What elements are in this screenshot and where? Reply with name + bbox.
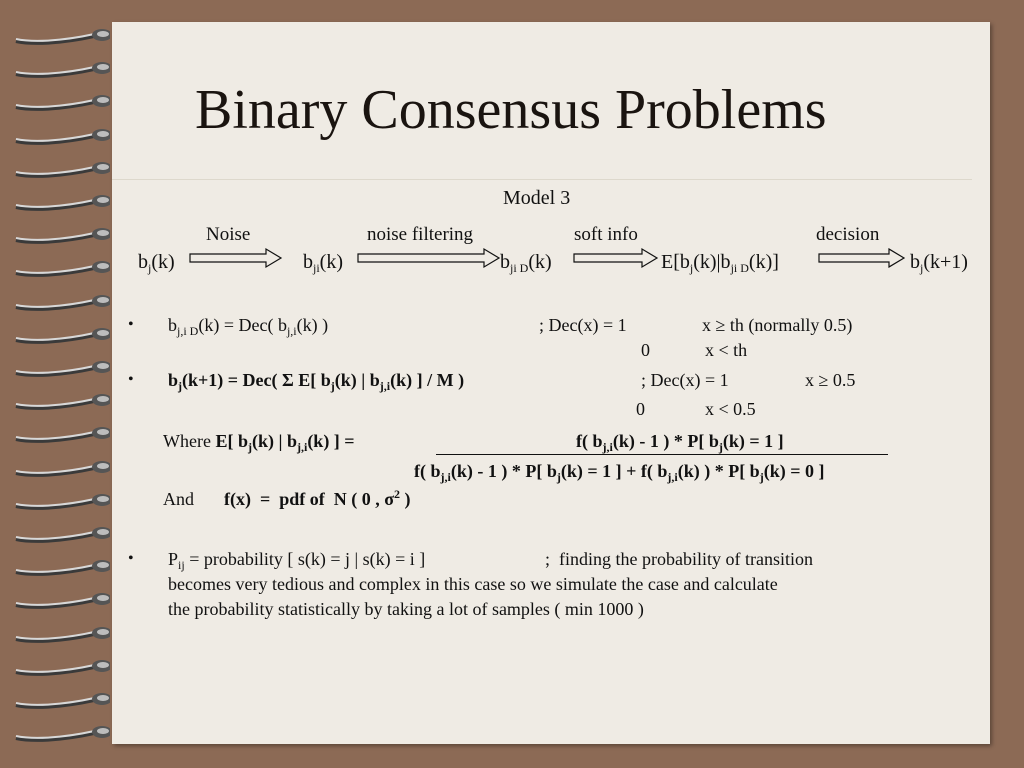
label-decision: decision <box>816 224 880 245</box>
and-label: And <box>163 489 194 509</box>
arrow-icon <box>356 246 502 270</box>
spiral-coil-icon <box>10 325 110 347</box>
spiral-coil-icon <box>10 458 110 480</box>
node-bj-k1: $b_j(k+1)$ <box>910 251 968 275</box>
node-expectation: $E[b_j(k)|b_{ji D}(k)]$ <box>661 251 779 275</box>
bullet3-line3: the probability statistically by taking a lot of samples ( min 1000 ) <box>168 599 644 619</box>
node-bjiD-k: $b_{ji D}(k)$ <box>500 251 552 275</box>
node-bji-k: $b_{ji}(k)$ <box>303 251 343 275</box>
bullet1-formula: $b_{j,i D}(k) = Dec$( $b_{j,i}(k)$ ) <box>168 315 329 338</box>
bullet2-formula: $b_j(k+1) = Dec$( Σ E[ $b_j(k)$ | $b_{j,i}(k)$ ] / M ) <box>168 370 465 393</box>
bullet3-line2: becomes very tedious and complex in this case so we simulate the case and calculate <box>168 574 778 594</box>
bullet2-zero: 0 <box>636 399 645 419</box>
spiral-coil-icon <box>10 225 110 247</box>
bullet1-cond1: x ≥ th (normally 0.5) <box>702 315 853 335</box>
arrow-icon <box>188 246 284 270</box>
spiral-coil-icon <box>10 557 110 579</box>
bullet1-zero: 0 <box>641 340 650 360</box>
model-label: Model 3 <box>503 187 571 209</box>
spiral-coil-icon <box>10 258 110 280</box>
bullet1-cond2: x < th <box>705 340 748 360</box>
bullet1-dec-label: ; Dec(x) = 1 <box>539 315 627 335</box>
spiral-coil-icon <box>10 524 110 546</box>
spiral-coil-icon <box>10 424 110 446</box>
node-bj-k: $b_j(k)$ <box>138 251 175 275</box>
where-formula: Where E[ $b_j(k)$ | $b_{j,i}(k)$ ] = <box>163 431 355 454</box>
slide-title: Binary Consensus Problems <box>195 79 827 141</box>
spiral-coil-icon <box>10 624 110 646</box>
spiral-coil-icon <box>10 391 110 413</box>
spiral-coil-icon <box>10 292 110 314</box>
bullet3-line1: $P_{ij}$ = probability [ s(k) = j | s(k) = i ] <box>168 549 426 572</box>
spiral-coil-icon <box>10 92 110 114</box>
bullet2-cond1: x ≥ 0.5 <box>805 370 856 390</box>
label-noise: Noise <box>206 224 251 245</box>
arrow-icon <box>817 246 907 270</box>
bullet-marker: • <box>128 550 134 567</box>
bullet-marker: • <box>128 371 134 388</box>
bullet-marker: • <box>128 316 134 333</box>
spiral-coil-icon <box>10 192 110 214</box>
label-soft-info: soft info <box>574 224 638 245</box>
fraction-bar <box>436 454 888 455</box>
spiral-coil-icon <box>10 657 110 679</box>
spiral-coil-icon <box>10 26 110 48</box>
fraction-numerator: f( $b_{j,i}(k) - 1$ ) * P[ $b_j(k) = 1$ ] <box>576 431 784 454</box>
spiral-coil-icon <box>10 358 110 380</box>
spiral-coil-icon <box>10 723 110 745</box>
spiral-coil-icon <box>10 159 110 181</box>
label-noise-filtering: noise filtering <box>367 224 474 245</box>
and-formula: f(x) = pdf of N ( 0 , $\sigma^2$ ) <box>224 487 411 509</box>
spiral-coil-icon <box>10 59 110 81</box>
bullet3-line1-end: ; finding the probability of transition <box>545 549 813 569</box>
fraction-denominator: f( $b_{j,i}(k) - 1$ ) * P[ $b_j(k) = 1$ ] + f( $b_{j,i}(k)$ ) * P[ $b_j(k) = 0$ ] <box>414 461 825 484</box>
arrow-icon <box>572 246 660 270</box>
bullet2-cond2: x < 0.5 <box>705 399 756 419</box>
spiral-coil-icon <box>10 491 110 513</box>
spiral-coil-icon <box>10 590 110 612</box>
spiral-coil-icon <box>10 690 110 712</box>
bullet2-dec-label: ; Dec(x) = 1 <box>641 370 729 390</box>
title-divider <box>112 179 972 180</box>
spiral-coil-icon <box>10 126 110 148</box>
